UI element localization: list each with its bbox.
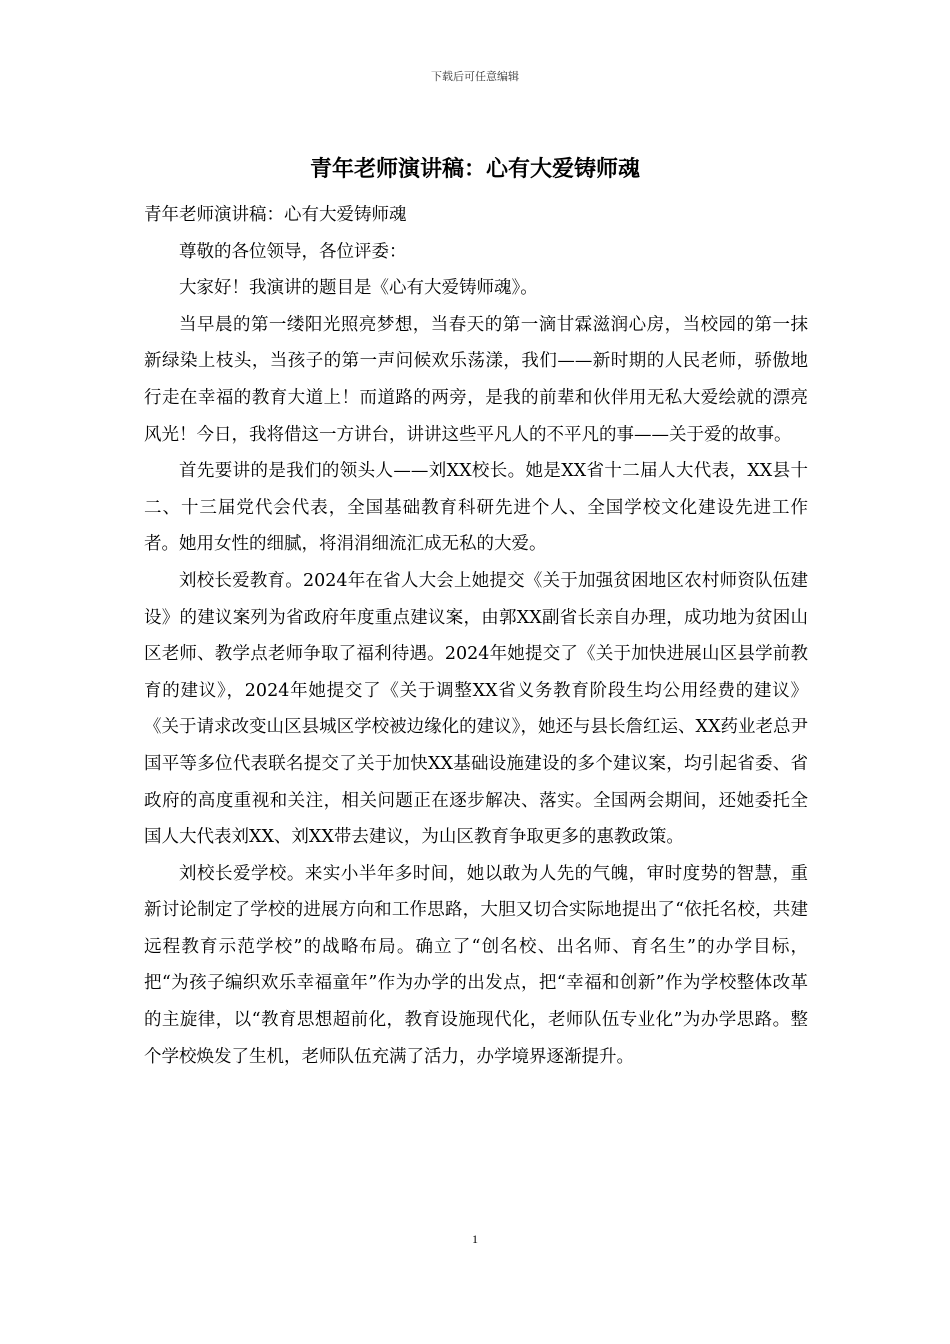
paragraph-salutation: 尊敬的各位领导，各位评委： [179,241,407,262]
paragraph-intro: 当早晨的第一缕阳光照亮梦想，当春天的第一滴甘霖滋润心房，当校园的第一抹新绿染上枝头，当孩子的第一声问候欢乐荡漾，我们——新时期的人民老师，骄傲地行走在幸福的教育大道上！而道路的两旁，是我的前辈和伙伴用无私大爱绘就的漂亮风光！今日，我将借这一方讲台，讲讲这些平凡人的不平凡的事——关于爱的故事。 [144,314,808,445]
paragraph-principal: 首先要讲的是我们的领头人——刘XX校长。她是XX省十二届人大代表，XX县十二、十三届党代会代表，全国基础教育科研先进个人、全国学校文化建设先进工作者。她用女性的细腻，将涓涓细流汇成无私的大爱。 [144,461,808,555]
paragraph-loves-school: 刘校长爱学校。来实小半年多时间，她以敢为人先的气魄，审时度势的智慧，重新讨论制定了学校的进展方向和工作思路，大胆又切合实际地提出了“依托名校，共建远程教育示范学校”的战略布局。确立了“创名校、出名师、育名生”的办学目标，把“为孩子编织欢乐幸福童年”作为办学的出发点，把“幸福和创新”作为学校整体改革的主旋律，以“教育思想超前化，教育设施现代化，老师队伍专业化”为办学思路。整个学校焕发了生机，老师队伍充满了活力，办学境界逐渐提升。 [144,863,808,1067]
document-body [144,197,808,1075]
header-note: 下载后可任意编辑 [431,70,519,83]
paragraph-greeting: 大家好！我演讲的题目是《心有大爱铸师魂》。 [179,278,538,299]
document-title: 青年老师演讲稿：心有大爱铸师魂 [309,157,640,182]
paragraph-loves-education: 刘校长爱教育。2024年在省人大会上她提交《关于加强贫困地区农村师资队伍建设》的建议案列为省政府年度重点建议案，由郭XX副省长亲自办理，成功地为贫困山区老师、教学点老师争取了福利待遇。2024年她提交了《关于加快进展山区县学前教育的建议》，2024年她提交了《关于调整XX省义务教育阶段生均公用经费的建议》《关于请求改变山区县城区学校被边缘化的建议》，她还与县长詹红运、XX药业老总尹国平等多位代表联名提交了关于加快XX基础设施建设的多个建议案，均引起省委、省政府的高度重视和关注，相关问题正在逐步解决、落实。全国两会期间，还她委托全国人大代表刘XX、刘XX带去建议，为山区教育争取更多的惠教政策。 [144,570,808,848]
paragraph-subtitle: 青年老师演讲稿：心有大爱铸师魂 [144,205,407,225]
page-number: 1 [472,1232,478,1246]
